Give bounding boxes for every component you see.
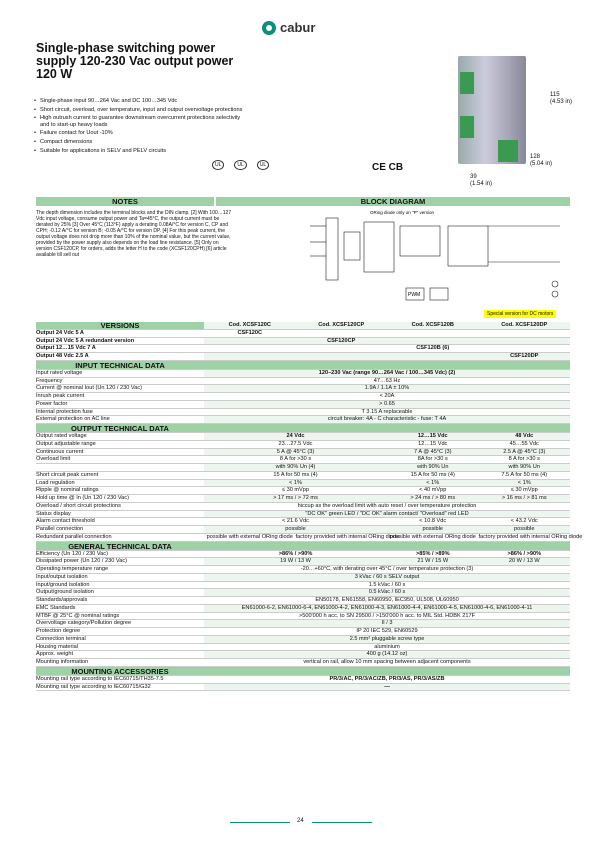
versions-header-row	[36, 322, 570, 330]
block-diagram	[300, 206, 570, 316]
cert-logos: UL UL UL	[212, 160, 269, 170]
table-cell: 5 A @ 45°C (3)	[204, 449, 387, 456]
table-cell: Cod. XCSF120CP	[296, 322, 388, 329]
table-cell: 0.5 kVac / 60 s	[204, 589, 570, 596]
table-cell: -20…+60°C, with derating over 45°C / over temperature protection (3)	[300, 566, 474, 572]
table-cell: >86% / >90%	[507, 550, 542, 557]
table-cell: factory provided with internal ORing diode	[295, 533, 400, 540]
table-cell: 1.5 kVac / 60 s	[368, 581, 406, 588]
row-label: Mounting rail type according to IEC60715/TH35-7.5	[36, 675, 164, 682]
row-label: Input/output isolation	[36, 573, 88, 580]
table-cell	[296, 353, 388, 360]
table-cell: 8 A for >30 s	[508, 456, 540, 463]
table-row	[36, 503, 570, 511]
row-label: Inrush peak current	[36, 393, 85, 399]
row-label: Input/ground isolation	[36, 581, 90, 588]
table-cell	[296, 345, 388, 352]
table-cell: >500'000 h acc. to SN 29500 / >150'000 h acc. to MIL Std. HDBK 217F	[298, 612, 476, 619]
row-label: Redundant parallel connection	[36, 533, 112, 540]
row-label: Mounting rail type according to IEC60715/G32	[36, 683, 151, 690]
table-row	[36, 330, 570, 338]
table-cell: IP 20 IEC 529, EN60529	[356, 628, 418, 634]
feature-item: • Short circuit, overload, over temperature, input and output overvoltage protections	[34, 107, 244, 114]
row-label: Output 24 Vdc 5 A redundant version	[36, 337, 135, 344]
table-row	[36, 480, 570, 488]
table-row	[36, 495, 570, 503]
table-cell: ≤ 30 mVpp	[510, 487, 538, 494]
special-version-label: Special version for DC motors	[484, 310, 556, 318]
table-cell: 2.5 mm² pluggable screw type	[204, 636, 570, 643]
table-cell	[296, 330, 388, 337]
row-label: Operating temperature range	[36, 566, 109, 572]
feature-item: • High outrush current to guarantee downstream overcurrent protections selectivity and to start-up heavy loads	[34, 115, 244, 128]
feature-list	[34, 98, 244, 156]
table-row	[36, 385, 570, 393]
table-cell: 45…55 Vdc	[509, 440, 539, 447]
table-cell	[387, 353, 479, 360]
table-cell: CSF120B (6)	[416, 345, 450, 352]
table-row	[36, 353, 570, 361]
brand-logo	[262, 20, 315, 35]
row-label: Hold up time @ In (Un 120 / 230 Vac)	[36, 495, 129, 501]
row-label: Status display	[36, 510, 71, 517]
table-cell: < 10.8 Vdc	[419, 518, 447, 525]
table-cell: >86% / >90%	[278, 550, 313, 557]
dimension-width: 39 (1.54 in)	[470, 174, 493, 187]
table-row	[36, 449, 570, 457]
table-row	[36, 582, 570, 590]
table-row	[36, 613, 570, 621]
table-cell	[387, 330, 479, 337]
table-cell: Cod. XCSF120B	[387, 322, 479, 329]
dimension-depth: 128 (5.04 in)	[530, 154, 553, 167]
table-row	[36, 644, 570, 652]
table-cell: 120–230 Vac (range 90…264 Vac / 100…345 Vdc) (2)	[204, 370, 570, 377]
table-row	[36, 338, 570, 346]
input-section-header	[36, 361, 570, 370]
row-label: Dissipated power (Un 120 / 230 Vac)	[36, 558, 127, 565]
table-cell: aluminium	[374, 643, 400, 650]
table-cell: < 1%	[387, 480, 479, 487]
section-title: INPUT TECHNICAL DATA	[75, 360, 165, 370]
spec-table	[36, 321, 583, 691]
table-cell: 47…63 Hz	[373, 377, 401, 384]
ce-cb-mark: CE CB	[372, 162, 404, 173]
row-label: Frequency	[36, 377, 63, 384]
footer-line-right	[312, 822, 372, 823]
row-label: Housing material	[36, 643, 78, 650]
table-cell: 8A for >30 s	[417, 456, 448, 463]
table-cell: "DC OK" green LED / "DC OK" alarm contact/ "Overload" red LED	[204, 511, 570, 518]
table-row	[36, 558, 570, 566]
table-row	[36, 393, 570, 401]
table-cell: hiccup as the overload limit with auto reset / over temperature protection	[297, 502, 477, 509]
row-label: Output adjustable range	[36, 440, 96, 447]
row-label: Standards/approvals	[36, 597, 88, 603]
row-label: Approx. weight	[36, 651, 74, 658]
row-label: Power factor	[36, 400, 68, 407]
notes-text: The depth dimension includes the terminal blocks and the DIN clamp. [2] With 100…127 Vdc input voltage, consume output power and Ta=45°C, the output current must be derated by 25% [3] Over 45°C (113°F) apply a derating 0.08A/°C for version C, CP and CPH; -0.12 A/°C for version B; -0.05 A/°C for version DP. [4] For this peak current, the output voltage does not drop more than 10% of the nominal value, but the current value, provided by the power supply also depends on the load line resistance. [5] Only on version CSF120CP, for orders, adds the letter H to the code (XCSF120CPH) [6] article available till sell out	[36, 210, 232, 258]
table-row	[36, 441, 570, 449]
table-cell	[387, 338, 479, 345]
table-cell: 12…15 Vdc	[387, 433, 479, 440]
table-cell: 23…27.5 Vdc	[278, 440, 313, 447]
block-diagram-header: BLOCK DIAGRAM	[216, 197, 570, 206]
row-label: External protection on AC line	[36, 416, 110, 423]
table-cell: 3 kVac / 60 s SELV output	[204, 574, 570, 581]
row-label: Parallel connection	[36, 526, 84, 532]
table-row	[36, 636, 570, 644]
section-title: VERSIONS	[100, 321, 140, 330]
footer-line-left	[230, 822, 290, 823]
table-cell: CSF120C	[237, 329, 263, 336]
row-label: Overload limit	[36, 456, 71, 463]
table-cell: possible	[204, 526, 387, 533]
brand-name: cabur	[280, 20, 316, 35]
row-label: Overload / short circuit protections	[36, 502, 121, 509]
product-image	[458, 56, 526, 164]
row-label: Load regulation	[36, 479, 75, 486]
table-cell: 20 W / 13 W	[479, 558, 571, 565]
table-cell: CSF120DP	[479, 353, 571, 360]
table-cell: > 17 ms / > 72 ms	[204, 495, 387, 502]
table-cell	[479, 338, 571, 345]
table-row	[36, 676, 570, 684]
table-cell: Cod. XCSF120DP	[479, 322, 571, 329]
table-cell: > 16 ms / > 81 ms	[479, 495, 571, 502]
table-cell: > 0.65	[204, 401, 570, 408]
table-row	[36, 518, 570, 526]
table-row	[36, 370, 570, 378]
table-cell: 7.5 A for 50 ms (4)	[501, 471, 548, 478]
table-cell: with 90% Un	[479, 464, 571, 471]
row-label: Overvoltage category/Pollution degree	[36, 620, 132, 627]
table-row	[36, 472, 570, 480]
table-cell: 2.5 A @ 45°C (3)	[479, 449, 571, 456]
table-cell: 19 W / 13 W	[204, 558, 387, 565]
table-cell	[479, 330, 571, 337]
row-label: Connection terminal	[36, 635, 86, 642]
table-cell: Cod. XCSF120C	[204, 322, 296, 329]
row-label: Current @ nominal Iout (Un 120 / 230 Vac)	[36, 385, 143, 392]
table-cell: II / 3	[204, 620, 570, 627]
feature-item: • Compact dimensions	[34, 139, 244, 146]
general-section-header	[36, 542, 570, 551]
cabur-logo-icon	[262, 21, 276, 35]
table-cell: > 24 ms / > 80 ms	[387, 495, 479, 502]
table-cell: 8 A for >30 s	[279, 456, 312, 463]
table-cell: < 20A	[379, 393, 395, 399]
row-label: Alarm contact threshold	[36, 518, 95, 525]
table-row	[36, 526, 570, 534]
table-row	[36, 651, 570, 659]
oring-label: ORing diode only on "P" version	[370, 210, 434, 215]
table-row	[36, 378, 570, 386]
table-cell: possible with external ORing diode	[389, 533, 476, 540]
row-label: Output/ground isolation	[36, 589, 94, 596]
table-row	[36, 620, 570, 628]
table-cell	[204, 353, 296, 360]
table-cell: CSF120CP	[296, 338, 388, 345]
table-cell: 400 g (14.12 oz)	[204, 651, 570, 658]
table-cell: EN50178, EN61558, EN60950, IEC950, UL508, UL60950	[315, 597, 459, 603]
table-cell: T 3.15 A replaceable	[361, 408, 413, 415]
table-cell: with 90% Un	[387, 464, 479, 471]
row-label: Short circuit peak current	[36, 471, 99, 478]
table-cell: —	[204, 684, 570, 691]
table-cell: EN61000-6-2, EN61000-6-4, EN61000-4-2, EN61000-4-3, EN61000-4-4, EN61000-4-5, EN61000-4-6, EN61000-4-11	[204, 605, 570, 612]
table-row	[36, 409, 570, 417]
table-cell: possible with external ORing diode	[206, 533, 293, 540]
table-cell: PR/3/AC, PR/3/AC/ZB, PR/3/AS, PR/3/AS/ZB	[329, 675, 445, 682]
table-cell: 48 Vdc	[479, 433, 571, 440]
table-row	[36, 574, 570, 582]
page-number: 24	[297, 818, 304, 824]
table-cell: 24 Vdc	[204, 433, 387, 440]
table-row	[36, 511, 570, 519]
table-cell	[479, 345, 571, 352]
row-label: Output 48 Vdc 2.5 A	[36, 353, 89, 359]
table-row	[36, 566, 570, 574]
table-cell: 12…15 Vdc	[418, 440, 448, 447]
pwm-label: PWM	[408, 292, 421, 298]
section-title: OUTPUT TECHNICAL DATA	[71, 424, 169, 433]
table-cell: 1.9A / 1.1A ± 10%	[204, 385, 570, 392]
section-title: MOUNTING ACCESSORIES	[71, 666, 169, 676]
row-label: MTBF @ 25°C @ nominal ratings	[36, 612, 120, 619]
row-label	[36, 464, 204, 471]
table-cell: with 90% Un (4)	[204, 464, 387, 471]
table-cell: ≤ 30 mVpp	[281, 487, 309, 494]
row-label: Output rated voltage	[36, 433, 87, 439]
table-cell: < 1%	[204, 480, 387, 487]
row-label: Ripple @ nominal ratings	[36, 487, 99, 494]
output-section-header	[36, 424, 570, 433]
table-row	[36, 659, 570, 667]
table-row	[36, 551, 570, 559]
table-row	[36, 456, 570, 464]
table-row	[36, 401, 570, 409]
table-row	[36, 533, 583, 542]
table-row	[36, 464, 570, 472]
row-label: EMC Standards	[36, 604, 76, 611]
notes-header: NOTES	[36, 197, 214, 206]
table-cell: vertical on rail, allow 10 mm spacing between adjacent components	[303, 659, 471, 665]
table-row	[36, 433, 570, 441]
table-cell: 21 W / 15 W	[387, 558, 479, 565]
table-cell: < 40 mVpp	[419, 487, 447, 494]
table-cell: < 1%	[479, 480, 571, 487]
table-row	[36, 589, 570, 597]
table-row	[36, 605, 570, 613]
table-row	[36, 628, 570, 636]
table-cell: >85% / >89%	[415, 550, 450, 557]
table-row	[36, 487, 570, 495]
table-row	[36, 597, 570, 605]
table-row	[36, 684, 570, 692]
row-label: Mounting information	[36, 659, 89, 665]
row-label: Continuous current	[36, 448, 84, 455]
mounting-section-header	[36, 667, 570, 676]
feature-item: • Single-phase input 90…264 Vac and DC 100…345 Vdc	[34, 98, 244, 105]
feature-item: • Failure contact for Uout -10%	[34, 130, 244, 137]
table-cell: circuit breaker: 4A - C characteristic - fuse: T 4A	[204, 416, 570, 423]
table-cell	[204, 345, 296, 352]
table-cell: 15 A for 50 ms (4)	[410, 471, 455, 478]
table-cell: < 43.2 Vdc	[510, 518, 538, 525]
dimension-height: 115 (4.53 in)	[550, 92, 573, 105]
row-label: Output 24 Vdc 5 A	[36, 329, 84, 336]
table-row	[36, 345, 570, 353]
feature-item: • Suitable for applications in SELV and PELV circuits	[34, 148, 244, 155]
table-cell: possible	[387, 526, 479, 533]
table-cell	[204, 338, 296, 345]
row-label: Efficiency (Un 120 / 230 Vac)	[36, 550, 108, 557]
table-cell: < 21.6 Vdc	[282, 518, 309, 525]
table-cell: 15 A for 50 ms (4)	[273, 471, 318, 478]
table-cell: 7 A @ 45°C (3)	[387, 449, 479, 456]
row-label: Output 12…15 Vdc 7 A	[36, 345, 96, 352]
table-cell: factory provided with internal ORing diode	[478, 533, 583, 540]
section-title: GENERAL TECHNICAL DATA	[68, 541, 172, 551]
table-cell: possible	[479, 526, 571, 533]
table-row	[36, 416, 570, 424]
row-label: Internal protection fuse	[36, 408, 93, 415]
row-label: Protection degree	[36, 628, 81, 634]
row-label: Input rated voltage	[36, 369, 83, 376]
page-title: Single-phase switching power supply 120-230 Vac output power 120 W	[36, 41, 234, 81]
